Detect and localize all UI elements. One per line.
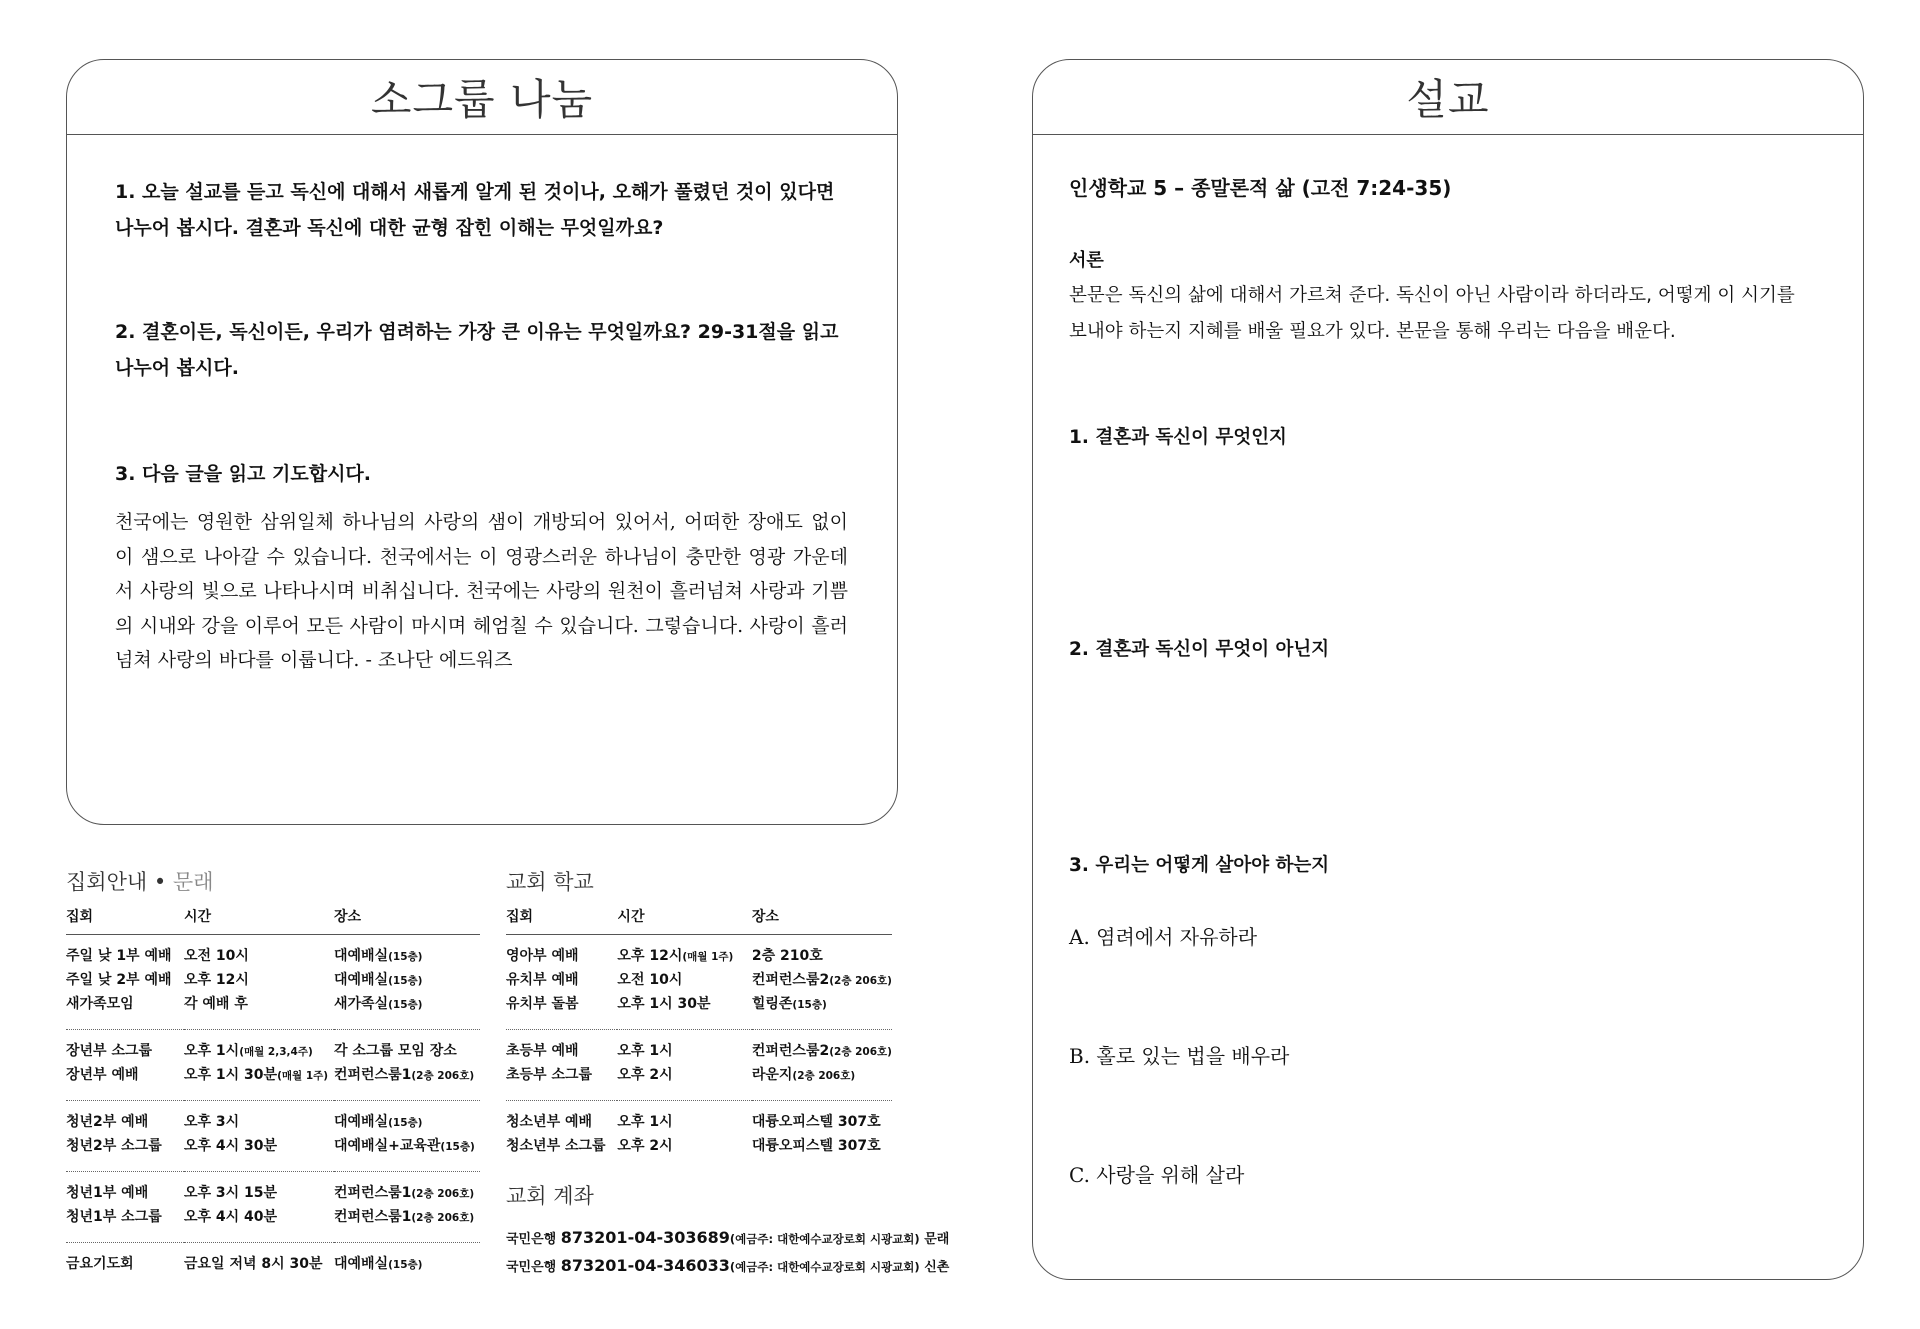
- account-1-number: 873201-04-303689: [560, 1228, 730, 1247]
- meeting-name: 청년1부 소그룹: [66, 1209, 162, 1225]
- meeting-time-value: 오후 2시: [617, 1138, 673, 1154]
- meeting-name: 초등부 예배: [506, 1043, 579, 1059]
- intro-heading: 서론: [1069, 250, 1104, 271]
- table-row: [66, 1133, 480, 1157]
- school-title: 교회 학교: [506, 870, 594, 894]
- small-group-title: 소그룹 나눔: [67, 60, 897, 135]
- group-divider-line: [66, 1015, 480, 1030]
- meeting-time: [184, 1030, 334, 1063]
- meeting-place-note: (15층): [388, 1259, 423, 1271]
- table-row: [506, 967, 892, 991]
- meetings-header-row: [66, 900, 480, 935]
- meeting-place-note: (2층 206호): [792, 1070, 856, 1082]
- sermon-sub-a: A. 염려에서 자유하라: [1069, 925, 1258, 949]
- question-1-line-1: 1. 오늘 설교를 듣고 독신에 대해서 새롭게 알게 된 것이나, 오해가 풀렸던 것이 있다면: [115, 181, 835, 203]
- group-divider: [66, 1157, 480, 1172]
- question-1-line-2: 나누어 봅시다. 결혼과 독신에 대한 균형 잡힌 이해는 무엇일까요?: [115, 217, 664, 239]
- meeting-time-value: 오후 3시 15분: [184, 1185, 278, 1201]
- meeting-name: 청년1부 예배: [66, 1185, 149, 1201]
- meeting-place-value: 컨퍼런스룸1: [334, 1185, 412, 1201]
- small-group-panel: [66, 59, 898, 825]
- meeting-time: [184, 1172, 334, 1205]
- meeting-place-note: (15층): [792, 999, 827, 1011]
- school-header-time: 시간: [617, 900, 751, 935]
- meeting-time-note: (매월 1주): [277, 1070, 329, 1082]
- meeting-place-note: (2층 206호): [411, 1188, 475, 1200]
- table-row: [66, 991, 480, 1015]
- account-2-bank: 국민은행: [506, 1260, 557, 1275]
- table-row: [506, 1133, 892, 1157]
- group-divider: [66, 1228, 480, 1243]
- intro-text: [1069, 278, 1829, 350]
- meeting-place: [334, 1204, 480, 1228]
- meeting-place: [752, 1062, 892, 1086]
- meeting-place-value: 대예배실: [334, 972, 389, 988]
- meeting-time: [617, 1133, 751, 1157]
- meeting-place: [334, 1101, 480, 1134]
- meeting-place-value: 대륭오피스텔 307호: [751, 1114, 881, 1130]
- sermon-sub-c: C. 사랑을 위해 살라: [1069, 1163, 1245, 1187]
- meeting-place-note: (2층 206호): [829, 975, 892, 987]
- meeting-place: [334, 1172, 480, 1205]
- sermon-panel: [1032, 59, 1864, 1280]
- meeting-place: [334, 935, 480, 968]
- sermon-panel-title: 설교: [1033, 60, 1863, 135]
- meetings-header-time: 시간: [184, 900, 334, 935]
- meeting-time: [617, 967, 751, 991]
- meeting-place-note: (15층): [388, 1117, 423, 1129]
- meeting-name: 청년2부 소그룹: [66, 1138, 162, 1154]
- meeting-place-value: 대륭오피스텔 307호: [751, 1138, 881, 1154]
- meetings-title-main: 집회안내: [66, 870, 148, 894]
- meeting-place-value: 각 소그룹 모임 장소: [334, 1043, 457, 1059]
- prayer-quote: 천국에는 영원한 삼위일체 하나님의 사랑의 샘이 개방되어 있어서, 어떠한 장애도 없이 이 샘으로 나아갈 수 있습니다. 천국에서는 이 영광스러운 하나님이 충만한 영광 가운데서 사랑의 빛으로 나타나시며 비취십니다. 천국에는 사랑의 원천이 흘러넘쳐 사랑과 기쁨의 시내와 강을 이루어 모든 사람이 마시며 헤엄칠 수 있습니다. 그렇습니다. 사랑이 흘러넘쳐 사랑의 바다를 이룹니다. - 조나단 에드워즈: [115, 511, 848, 671]
- account-2: [506, 1256, 949, 1275]
- account-2-holder: (예금주: 대한예수교장로회 시광교회): [729, 1260, 920, 1274]
- group-divider: [66, 1086, 480, 1101]
- meeting-time-value: 오후 1시: [617, 1043, 673, 1059]
- table-row: [66, 1030, 480, 1063]
- table-row: [66, 1172, 480, 1205]
- table-row: [66, 1204, 480, 1228]
- meeting-place-note: (15층): [388, 999, 423, 1011]
- table-row: [66, 1243, 480, 1276]
- group-divider: [506, 1015, 892, 1030]
- meeting-time-value: 금요일 저녁 8시 30분: [184, 1256, 323, 1272]
- meeting-time: [617, 1062, 751, 1086]
- account-2-branch: 신촌: [924, 1260, 950, 1275]
- intro-line-1: 본문은 독신의 삶에 대해서 가르쳐 준다. 독신이 아닌 사람이라 하더라도, 어떻게 이 시기를: [1069, 285, 1795, 306]
- meeting-place: [752, 991, 892, 1015]
- meeting-place-note: (15층): [388, 975, 423, 987]
- group-divider-line: [506, 1086, 892, 1101]
- meeting-time-value: 오후 4시 40분: [184, 1209, 278, 1225]
- meeting-time: [184, 991, 334, 1015]
- meeting-time: [184, 1133, 334, 1157]
- table-row: [506, 991, 892, 1015]
- meeting-place: [334, 1062, 480, 1086]
- meeting-place: [752, 1133, 892, 1157]
- group-divider: [506, 1086, 892, 1101]
- meetings-table: [66, 900, 480, 1275]
- meeting-place: [334, 991, 480, 1015]
- meeting-place: [334, 967, 480, 991]
- meeting-name: 새가족모임: [66, 996, 134, 1012]
- meeting-time: [184, 1062, 334, 1086]
- school-header-row: [506, 900, 892, 935]
- account-1-bank: 국민은행: [506, 1232, 557, 1247]
- question-1: [115, 174, 834, 246]
- meeting-time: [184, 1243, 334, 1276]
- meeting-place: [752, 1030, 892, 1063]
- meetings-header-name: 집회: [66, 900, 184, 935]
- meeting-time: [184, 967, 334, 991]
- meeting-time-note: (매월 2,3,4주): [239, 1046, 313, 1058]
- meeting-time-value: 각 예배 후: [184, 996, 248, 1012]
- group-divider-line: [66, 1157, 480, 1172]
- meeting-time: [617, 1101, 751, 1134]
- meeting-time-value: 오후 4시 30분: [184, 1138, 278, 1154]
- table-row: [506, 935, 892, 968]
- meetings-title-sep: •: [147, 870, 173, 894]
- group-divider: [66, 1015, 480, 1030]
- meeting-name: 유치부 돌봄: [506, 996, 579, 1012]
- sermon-sub-b: B. 홀로 있는 법을 배우라: [1069, 1044, 1290, 1068]
- meeting-time: [617, 935, 751, 968]
- meeting-place: [334, 1243, 480, 1276]
- school-header-place: 장소: [752, 900, 892, 935]
- meetings-header-place: 장소: [334, 900, 480, 935]
- meeting-time: [184, 1101, 334, 1134]
- question-3: 3. 다음 글을 읽고 기도합시다.: [115, 463, 372, 485]
- meeting-time-value: 오후 1시: [184, 1043, 240, 1059]
- meeting-time-value: 오후 1시 30분: [617, 996, 711, 1012]
- group-divider-line: [506, 1015, 892, 1030]
- meeting-name: 장년부 소그룹: [66, 1043, 153, 1059]
- meeting-name: 청년2부 예배: [66, 1114, 149, 1130]
- meeting-name: 유치부 예배: [506, 972, 579, 988]
- school-header-name: 집회: [506, 900, 617, 935]
- meeting-name: 금요기도회: [66, 1256, 134, 1272]
- meeting-place-value: 컨퍼런스룸2: [751, 1043, 830, 1059]
- meeting-name: 초등부 소그룹: [506, 1067, 593, 1083]
- group-divider-line: [66, 1228, 480, 1243]
- meeting-name: 청소년부 소그룹: [506, 1138, 606, 1154]
- meeting-name: 주일 낮 2부 예배: [66, 972, 172, 988]
- meeting-time-value: 오후 1시: [617, 1114, 673, 1130]
- question-2: [115, 314, 838, 386]
- school-table: [506, 900, 892, 1157]
- meeting-place: [752, 1101, 892, 1134]
- meeting-time-value: 오전 10시: [617, 972, 683, 988]
- meeting-time-note: (매월 1주): [682, 951, 734, 963]
- meeting-place: [334, 1030, 480, 1063]
- meeting-place-value: 라운지: [751, 1067, 793, 1083]
- account-1: [506, 1228, 949, 1247]
- sermon-point-1: 1. 결혼과 독신이 무엇인지: [1069, 427, 1287, 448]
- table-row: [66, 1062, 480, 1086]
- meeting-place: [752, 935, 892, 968]
- meeting-name: 장년부 예배: [66, 1067, 139, 1083]
- table-row: [506, 1101, 892, 1134]
- group-divider-line: [66, 1086, 480, 1101]
- meeting-time: [617, 991, 751, 1015]
- account-2-number: 873201-04-346033: [560, 1256, 730, 1275]
- meeting-place-note: (15층): [388, 951, 423, 963]
- sermon-title: 인생학교 5 – 종말론적 삶 (고전 7:24-35): [1069, 176, 1452, 200]
- meeting-place-value: 컨퍼런스룸1: [334, 1067, 412, 1083]
- meeting-time-value: 오후 12시: [184, 972, 249, 988]
- meeting-time-value: 오후 12시: [617, 948, 683, 964]
- sermon-point-3: 3. 우리는 어떻게 살아야 하는지: [1069, 855, 1330, 876]
- meeting-place-note: (2층 206호): [829, 1046, 892, 1058]
- question-2-line-2: 나누어 봅시다.: [115, 357, 239, 379]
- accounts-title: 교회 계좌: [506, 1184, 594, 1208]
- table-row: [66, 935, 480, 968]
- meeting-place-value: 2층 210호: [751, 948, 823, 964]
- meeting-time-value: 오전 10시: [184, 948, 249, 964]
- meeting-time-value: 오후 2시: [617, 1067, 673, 1083]
- meeting-place-note: (2층 206호): [411, 1070, 475, 1082]
- meeting-place-value: 대예배실+교육관: [334, 1138, 441, 1154]
- meeting-place: [334, 1133, 480, 1157]
- meeting-time: [184, 1204, 334, 1228]
- table-row: [66, 1101, 480, 1134]
- account-1-branch: 문래: [924, 1232, 950, 1247]
- intro-line-2: 보내야 하는지 지혜를 배울 필요가 있다. 본문을 통해 우리는 다음을 배운다.: [1069, 321, 1676, 342]
- meeting-time-value: 오후 3시: [184, 1114, 240, 1130]
- meeting-place-note: (15층): [440, 1141, 475, 1153]
- table-row: [506, 1030, 892, 1063]
- meeting-time-value: 오후 1시 30분: [184, 1067, 278, 1083]
- sermon-point-2: 2. 결혼과 독신이 무엇이 아닌지: [1069, 639, 1330, 660]
- meeting-place: [752, 967, 892, 991]
- meeting-name: 영아부 예배: [506, 948, 579, 964]
- meeting-place-value: 대예배실: [334, 1256, 389, 1272]
- meeting-name: 주일 낮 1부 예배: [66, 948, 172, 964]
- meeting-place-value: 컨퍼런스룸2: [751, 972, 830, 988]
- meeting-place-value: 대예배실: [334, 1114, 389, 1130]
- question-2-line-1: 2. 결혼이든, 독신이든, 우리가 염려하는 가장 큰 이유는 무엇일까요? 29-31절을 읽고: [115, 321, 839, 343]
- meetings-title-sub: 문래: [172, 870, 214, 894]
- meeting-place-value: 대예배실: [334, 948, 389, 964]
- meeting-place-value: 컨퍼런스룸1: [334, 1209, 412, 1225]
- table-row: [506, 1062, 892, 1086]
- meeting-time: [184, 935, 334, 968]
- account-1-holder: (예금주: 대한예수교장로회 시광교회): [729, 1232, 920, 1246]
- table-row: [66, 967, 480, 991]
- meeting-place-value: 힐링존: [751, 996, 793, 1012]
- meeting-place-value: 새가족실: [334, 996, 389, 1012]
- meeting-time: [617, 1030, 751, 1063]
- meeting-place-note: (2층 206호): [411, 1212, 475, 1224]
- meetings-title: [66, 866, 213, 896]
- meeting-name: 청소년부 예배: [506, 1114, 593, 1130]
